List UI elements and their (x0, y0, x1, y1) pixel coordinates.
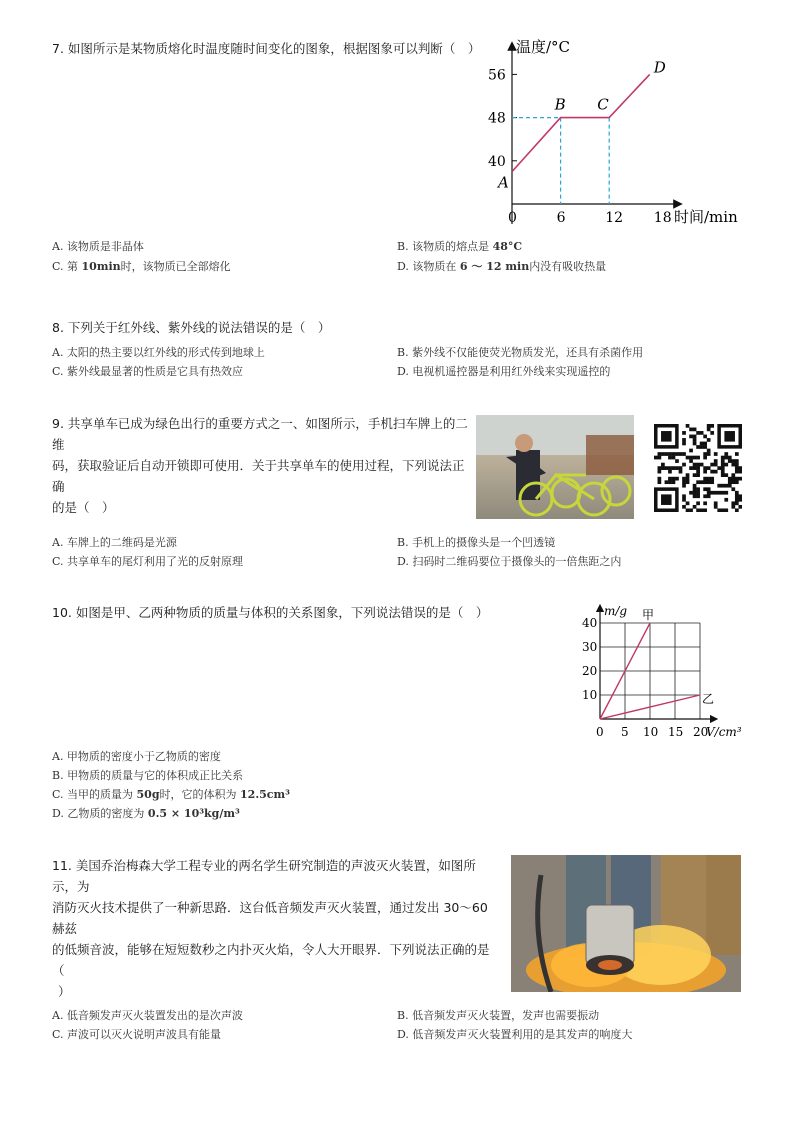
question-11-stem (52, 855, 497, 1002)
q7-b-text: B. 该物质的熔点是 (397, 240, 493, 253)
q11-option-c[interactable]: C. 声波可以灭火说明声波具有能量 (52, 1028, 222, 1041)
q11-stem-line-4: ） (58, 984, 71, 999)
q11-option-b[interactable]: B. 低音频发声灭火装置，发声也需要振动 (397, 1009, 600, 1022)
q7-option-a[interactable]: A. 该物质是非晶体 (52, 240, 144, 253)
sonic-fire-extinguisher-photo (511, 855, 741, 992)
chart2-series-label-0: 甲 (642, 608, 655, 622)
bike-photo (476, 415, 634, 519)
q10-c-text-mid: 时，它的体积为 (159, 788, 241, 801)
q9-option-b[interactable]: B. 手机上的摄像头是一个凹透镜 (397, 536, 556, 549)
chart2-x-tick: 15 (668, 725, 684, 739)
q10-d-value: 0.5 × 10³kg/m³ (147, 807, 240, 820)
q10-c-volume: 12.5cm³ (240, 788, 290, 801)
chart2-x-tick: 5 (621, 725, 629, 739)
question-9-stem (52, 413, 472, 518)
q7-c-text: C. 第 (52, 260, 82, 273)
chart1-x-tick: 12 (605, 210, 624, 226)
q11-option-d[interactable]: D. 低音频发声灭火装置利用的是其发声的响度大 (397, 1028, 633, 1041)
mass-volume-chart (580, 602, 750, 742)
q8-option-c[interactable]: C. 紫外线最显著的性质是它具有热效应 (52, 365, 244, 378)
q8-option-b[interactable]: B. 紫外线不仅能使荧光物质发光，还具有杀菌作用 (397, 346, 644, 359)
q10-option-c[interactable] (52, 786, 290, 802)
question-7-stem: 7. 如图所示是某物质熔化时温度随时间变化的图象，根据图象可以判断（ ） (52, 41, 481, 56)
q7-option-b[interactable] (397, 238, 522, 254)
q7-d-value: 6 ～ 12 min (459, 260, 530, 273)
chart1-y-label: 温度/°C (516, 38, 571, 56)
q11-stem-line-3: 的低频音波，能够在短短数秒之内扑灭火焰，令人大开眼界．下列说法正确的是（ (52, 942, 490, 978)
chart1-y-tick: 48 (488, 110, 506, 127)
q9-stem-line-1: 9. 共享单车已成为绿色出行的重要方式之一、如图所示，手机扫车牌上的二维 (52, 416, 468, 452)
q9-stem-line-2: 码，获取验证后自动开锁即可使用．关于共享单车的使用过程，下列说法正确 (52, 458, 465, 494)
chart2-y-label: m/g (604, 604, 628, 618)
q9-stem-line-3: 的是（ ） (52, 500, 115, 515)
chart2-x-tick: 20 (693, 725, 709, 739)
q10-option-d[interactable] (52, 805, 240, 821)
q7-option-c[interactable] (52, 258, 231, 274)
chart2-y-tick: 10 (582, 688, 598, 702)
q7-c-value: 10min (81, 260, 121, 273)
q7-d-text: D. 该物质在 (397, 260, 460, 273)
q10-c-mass: 50g (136, 788, 160, 801)
q9-option-a[interactable]: A. 车牌上的二维码是光源 (52, 536, 177, 549)
chart1-x-tick: 6 (556, 210, 566, 226)
q11-stem-line-1: 11. 美国乔治梅森大学工程专业的两名学生研究制造的声波灭火装置，如图所示，为 (52, 858, 476, 894)
chart1-y-tick: 56 (488, 67, 506, 84)
chart1-point-label-A: A (498, 173, 509, 192)
chart2-y-tick: 30 (582, 640, 598, 654)
q11-option-a[interactable]: A. 低音频发声灭火装置发出的是次声波 (52, 1009, 243, 1022)
temperature-time-chart (478, 36, 738, 236)
chart1-point-label-D: D (653, 58, 666, 77)
chart2-y-tick: 20 (582, 664, 598, 678)
chart1-x-tick: 18 (653, 210, 672, 226)
chart2-series-label-1: 乙 (702, 692, 715, 706)
q9-option-c[interactable]: C. 共享单车的尾灯利用了光的反射原理 (52, 555, 244, 568)
chart2-x-label: V/cm³ (706, 725, 742, 739)
q10-option-a[interactable]: A. 甲物质的密度小于乙物质的密度 (52, 750, 221, 763)
chart1-x-tick: 0 (508, 210, 517, 226)
q7-option-d[interactable] (397, 258, 606, 274)
chart1-melting-curve (512, 74, 650, 171)
q7-b-value: 48°C (492, 240, 523, 253)
chart2-y-tick: 40 (582, 616, 598, 630)
q7-d-text-post: 内没有吸收热量 (529, 260, 607, 273)
q10-d-text: D. 乙物质的密度为 (52, 807, 148, 820)
chart1-y-tick: 40 (488, 153, 506, 170)
q7-c-text-post: 时，该物质已全部熔化 (120, 260, 231, 273)
q11-stem-line-2: 消防灭火技术提供了一种新思路．这台低音频发声灭火装置，通过发出 30～60赫兹 (52, 900, 488, 936)
q10-c-text: C. 当甲的质量为 (52, 788, 137, 801)
question-8-stem: 8. 下列关于红外线、紫外线的说法错误的是（ ） (52, 320, 331, 335)
chart2-x-tick: 10 (643, 725, 659, 739)
q9-option-d[interactable]: D. 扫码时二维码要位于摄像头的一倍焦距之内 (397, 555, 622, 568)
q8-option-d[interactable]: D. 电视机遥控器是利用红外线来实现遥控的 (397, 365, 611, 378)
q10-option-b[interactable]: B. 甲物质的质量与它的体积成正比关系 (52, 769, 244, 782)
q8-option-a[interactable]: A. 太阳的热主要以红外线的形式传到地球上 (52, 346, 265, 359)
chart1-point-label-C: C (597, 95, 609, 114)
question-10-stem: 10. 如图是甲、乙两种物质的质量与体积的关系图象，下列说法错误的是（ ） (52, 605, 489, 620)
chart1-point-label-B: B (554, 95, 566, 114)
chart1-x-label: 时间/min (674, 208, 738, 226)
qr-code-image (654, 424, 742, 512)
chart2-x-tick: 0 (596, 725, 604, 739)
